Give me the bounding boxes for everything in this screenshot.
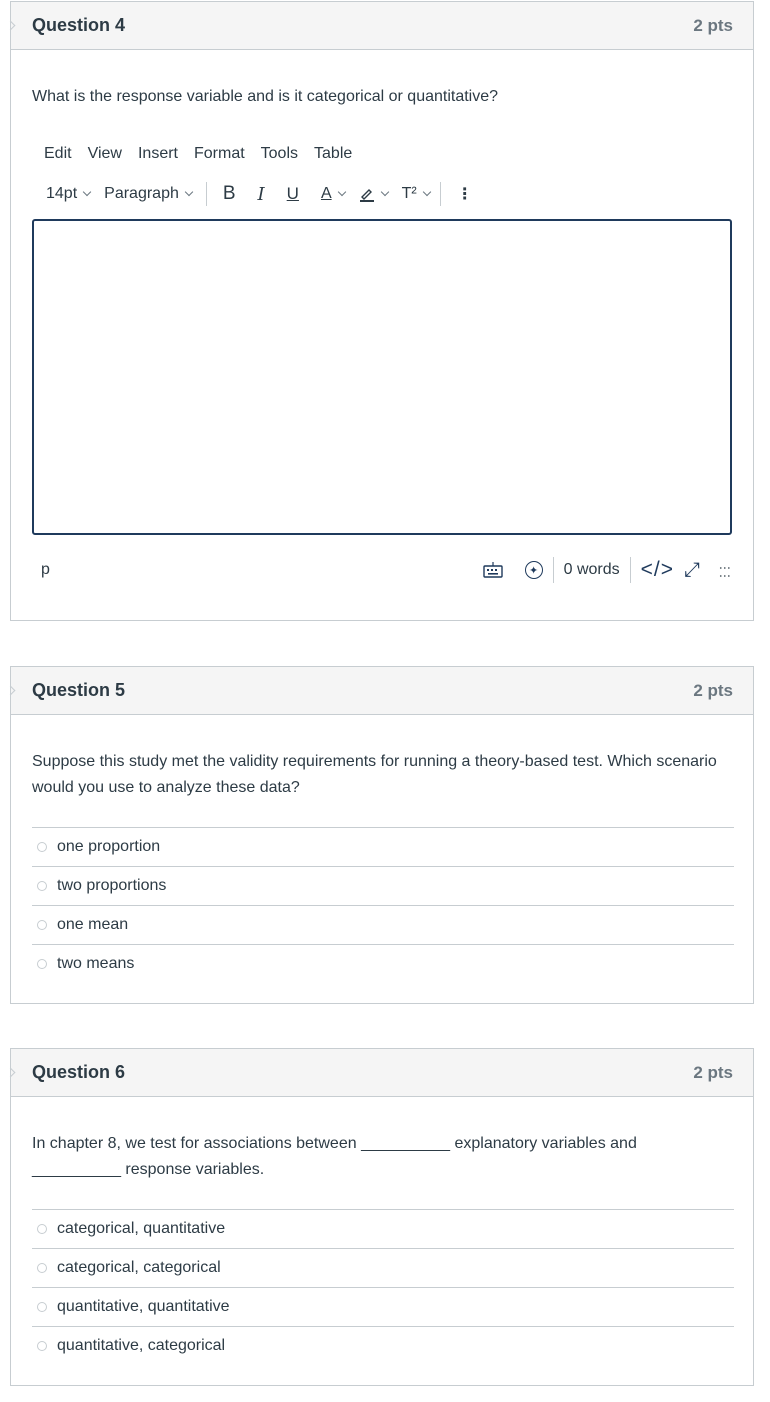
toolbar-divider	[206, 182, 207, 206]
status-controls	[483, 557, 732, 583]
answer-label: one mean	[57, 916, 129, 933]
menu-format[interactable]: Format	[193, 145, 245, 162]
question-6-header	[11, 1049, 753, 1097]
question-title: Question 5	[32, 680, 126, 700]
block-format-value: Paragraph	[104, 185, 179, 202]
menu-insert[interactable]: Insert	[137, 145, 178, 162]
radio-button[interactable]	[37, 920, 47, 930]
radio-button[interactable]	[37, 1302, 47, 1312]
answer-label: quantitative, categorical	[57, 1337, 226, 1354]
answer-option[interactable]	[32, 1326, 734, 1365]
radio-button[interactable]	[37, 881, 47, 891]
accessibility-checker-icon[interactable]: ✦	[525, 561, 543, 579]
answer-option[interactable]	[32, 1248, 734, 1287]
editor-menubar	[44, 145, 368, 163]
answer-label: categorical, quantitative	[57, 1220, 226, 1237]
html-editor-toggle[interactable]: </>	[640, 558, 674, 581]
fullscreen-icon[interactable]: ⤢	[684, 558, 700, 581]
underline-button[interactable]: U	[286, 184, 299, 203]
answer-option[interactable]	[32, 944, 734, 983]
question-points: 2 pts	[693, 1062, 733, 1082]
toolbar-divider	[440, 182, 441, 206]
question-points: 2 pts	[693, 15, 733, 35]
question-title: Question 4	[32, 15, 126, 35]
radio-button[interactable]	[37, 1263, 47, 1273]
answer-option[interactable]	[32, 905, 734, 944]
italic-button[interactable]: I	[257, 183, 265, 205]
answer-label: one proportion	[57, 838, 161, 855]
menu-tools[interactable]: Tools	[260, 145, 299, 162]
question-title: Question 6	[32, 1062, 126, 1082]
font-size-value: 14pt	[46, 185, 78, 202]
bold-button[interactable]: B	[222, 183, 236, 204]
question-points: 2 pts	[693, 680, 733, 700]
highlighter-icon	[359, 186, 375, 202]
answer-label: quantitative, quantitative	[57, 1298, 230, 1315]
question-5-header	[11, 667, 753, 715]
chevron-down-icon	[337, 188, 345, 196]
answer-label: two proportions	[57, 877, 167, 894]
chevron-down-icon	[380, 188, 388, 196]
text-color-dropdown[interactable]	[321, 185, 345, 203]
element-path[interactable]: p	[41, 561, 50, 578]
question-5-card	[10, 666, 754, 1004]
question-4-card	[10, 1, 754, 621]
chevron-down-icon	[185, 188, 193, 196]
chevron-down-icon	[83, 188, 91, 196]
question-6-card	[10, 1048, 754, 1386]
question-prompt: Suppose this study met the validity requirements for running a theory-based test. Which scenario would you use to analyze these data?	[32, 753, 717, 796]
keyboard-icon[interactable]	[483, 561, 503, 579]
answer-option[interactable]	[32, 866, 734, 905]
superscript-icon: T²	[401, 185, 417, 202]
block-format-dropdown[interactable]	[104, 185, 192, 203]
answer-option[interactable]	[32, 1287, 734, 1326]
text-color-icon: A	[320, 185, 332, 202]
highlight-dropdown[interactable]	[359, 186, 388, 202]
radio-button[interactable]	[37, 1341, 47, 1351]
question-prompt: In chapter 8, we test for associations between __________ explanatory variables and __________ response variables.	[32, 1135, 637, 1178]
editor-statusbar	[32, 554, 732, 586]
answer-option[interactable]	[32, 827, 734, 866]
answer-label: two means	[57, 955, 135, 972]
answer-editor-area[interactable]	[32, 219, 732, 535]
superscript-dropdown[interactable]	[402, 185, 430, 203]
question-prompt: What is the response variable and is it categorical or quantitative?	[32, 88, 499, 105]
menu-edit[interactable]: Edit	[44, 145, 72, 162]
radio-button[interactable]	[37, 842, 47, 852]
editor-toolbar	[46, 180, 487, 208]
answer-list	[32, 827, 734, 983]
font-size-dropdown[interactable]	[46, 185, 90, 203]
status-divider	[553, 557, 554, 583]
answer-list	[32, 1209, 734, 1365]
word-count[interactable]: 0 words	[563, 561, 620, 578]
answer-option[interactable]	[32, 1209, 734, 1248]
menu-view[interactable]: View	[87, 145, 122, 162]
radio-button[interactable]	[37, 1224, 47, 1234]
status-divider	[630, 557, 631, 583]
question-4-header	[11, 2, 753, 50]
chevron-down-icon	[422, 188, 430, 196]
answer-label: categorical, categorical	[57, 1259, 221, 1276]
resize-handle-icon[interactable]: ⋮⋮	[718, 562, 732, 578]
more-options-button[interactable]: ⋮	[456, 186, 473, 203]
radio-button[interactable]	[37, 959, 47, 969]
menu-table[interactable]: Table	[314, 145, 353, 162]
